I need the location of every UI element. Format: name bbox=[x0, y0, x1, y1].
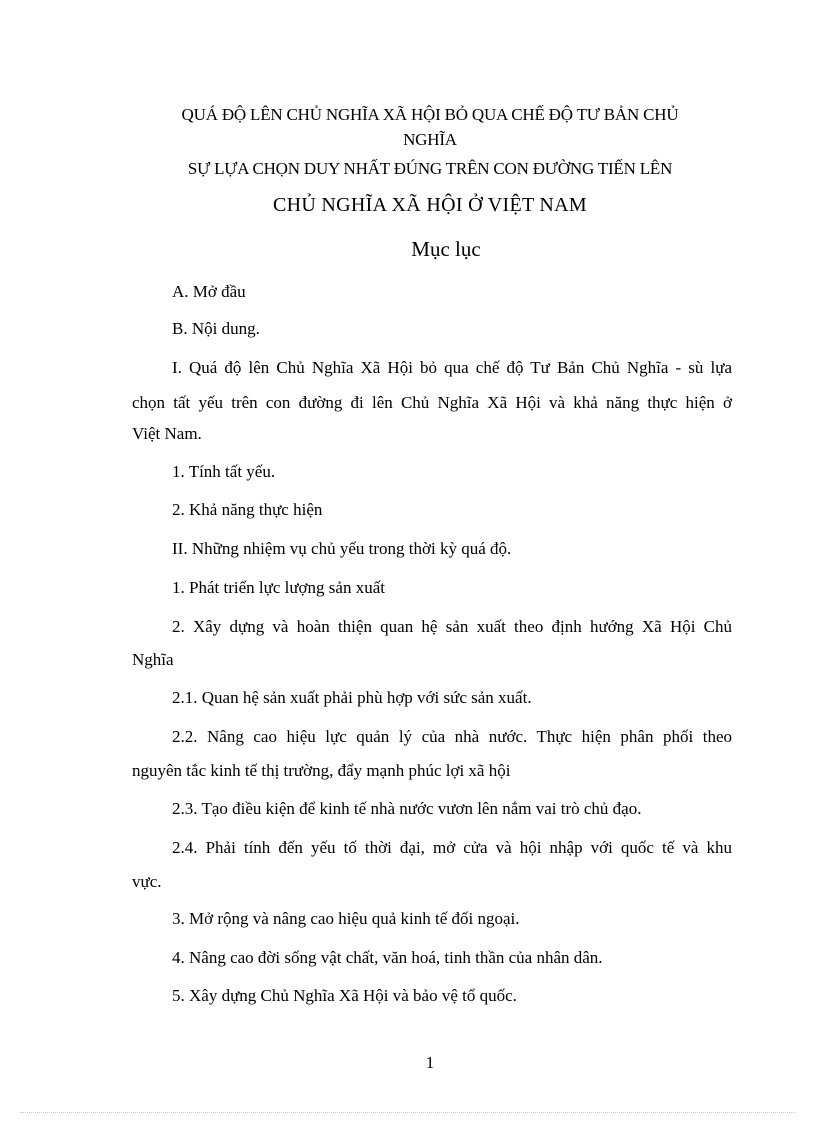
page-bottom-divider bbox=[20, 1112, 796, 1113]
toc-entry-i-line2 bbox=[132, 392, 732, 414]
toc-entry-ii-2-line1-text: 2. Xây dựng và hoàn thiện quan hệ sản xuất theo định hướng Xã Hội Chủ bbox=[172, 617, 732, 636]
toc-entry-ii-2-line2: Nghĩa bbox=[132, 650, 174, 669]
page-number: 1 bbox=[425, 1053, 435, 1072]
toc-entry-a: A. Mở đầu bbox=[172, 282, 246, 301]
toc-entry-i-line3: Việt Nam. bbox=[132, 424, 202, 443]
toc-entry-i-line1-text: I. Quá độ lên Chủ Nghĩa Xã Hội bỏ qua chế độ Tư Bản Chủ Nghĩa - sù lựa bbox=[172, 358, 732, 377]
toc-entry-ii-2-2-line1 bbox=[172, 726, 772, 748]
toc-entry-ii-2-2-line1-text: 2.2. Nâng cao hiệu lực quản lý của nhà nước. Thực hiện phân phối theo bbox=[172, 727, 732, 746]
title-line-2: NGHĨA bbox=[403, 130, 457, 149]
toc-heading: Mục lục bbox=[411, 237, 481, 261]
title-line-1: QUÁ ĐỘ LÊN CHỦ NGHĨA XÃ HỘI BỎ QUA CHẾ ĐỘ TƯ BẢN CHỦ bbox=[181, 105, 679, 124]
toc-entry-ii-1: 1. Phát triển lực lượng sản xuất bbox=[172, 578, 385, 597]
toc-entry-ii-2-line1 bbox=[172, 616, 772, 638]
toc-entry-ii-4: 4. Nâng cao đời sống vật chất, văn hoá, tinh thần của nhân dân. bbox=[172, 948, 603, 967]
toc-entry-b: B. Nội dung. bbox=[172, 319, 260, 338]
toc-entry-i-1: 1. Tính tất yếu. bbox=[172, 462, 276, 481]
toc-entry-ii-2-1: 2.1. Quan hệ sản xuất phải phù hợp với sức sản xuất. bbox=[172, 688, 532, 707]
toc-entry-ii-2-4-line1-text: 2.4. Phải tính đến yếu tố thời đại, mở cửa và hội nhập với quốc tế và khu bbox=[172, 838, 732, 857]
toc-entry-i-line1 bbox=[172, 357, 772, 379]
toc-entry-ii-3: 3. Mở rộng và nâng cao hiệu quả kinh tế đối ngoại. bbox=[172, 909, 520, 928]
toc-entry-i-line2-text: chọn tất yếu trên con đường đi lên Chủ Nghĩa Xã Hội và khả năng thực hiện ở bbox=[132, 393, 732, 412]
title-line-3: SỰ LỰA CHỌN DUY NHẤT ĐÚNG TRÊN CON ĐƯỜNG TIẾN LÊN bbox=[187, 159, 673, 178]
toc-entry-i-2: 2. Khả năng thực hiện bbox=[172, 500, 323, 519]
toc-entry-ii-2-3: 2.3. Tạo điều kiện để kinh tế nhà nước vươn lên nắm vai trò chủ đạo. bbox=[172, 799, 642, 818]
toc-entry-ii-2-4-line1 bbox=[172, 837, 772, 859]
toc-entry-ii-2-4-line2: vực. bbox=[132, 872, 162, 891]
toc-entry-ii: II. Những nhiệm vụ chủ yếu trong thời kỳ quá độ. bbox=[172, 539, 512, 558]
toc-entry-ii-2-2-line2: nguyên tắc kinh tế thị trường, đẩy mạnh phúc lợi xã hội bbox=[132, 761, 511, 780]
toc-entry-ii-5: 5. Xây dựng Chủ Nghĩa Xã Hội và bảo vệ tổ quốc. bbox=[172, 986, 517, 1005]
title-line-4: CHỦ NGHĨA XÃ HỘI Ở VIỆT NAM bbox=[272, 194, 588, 216]
